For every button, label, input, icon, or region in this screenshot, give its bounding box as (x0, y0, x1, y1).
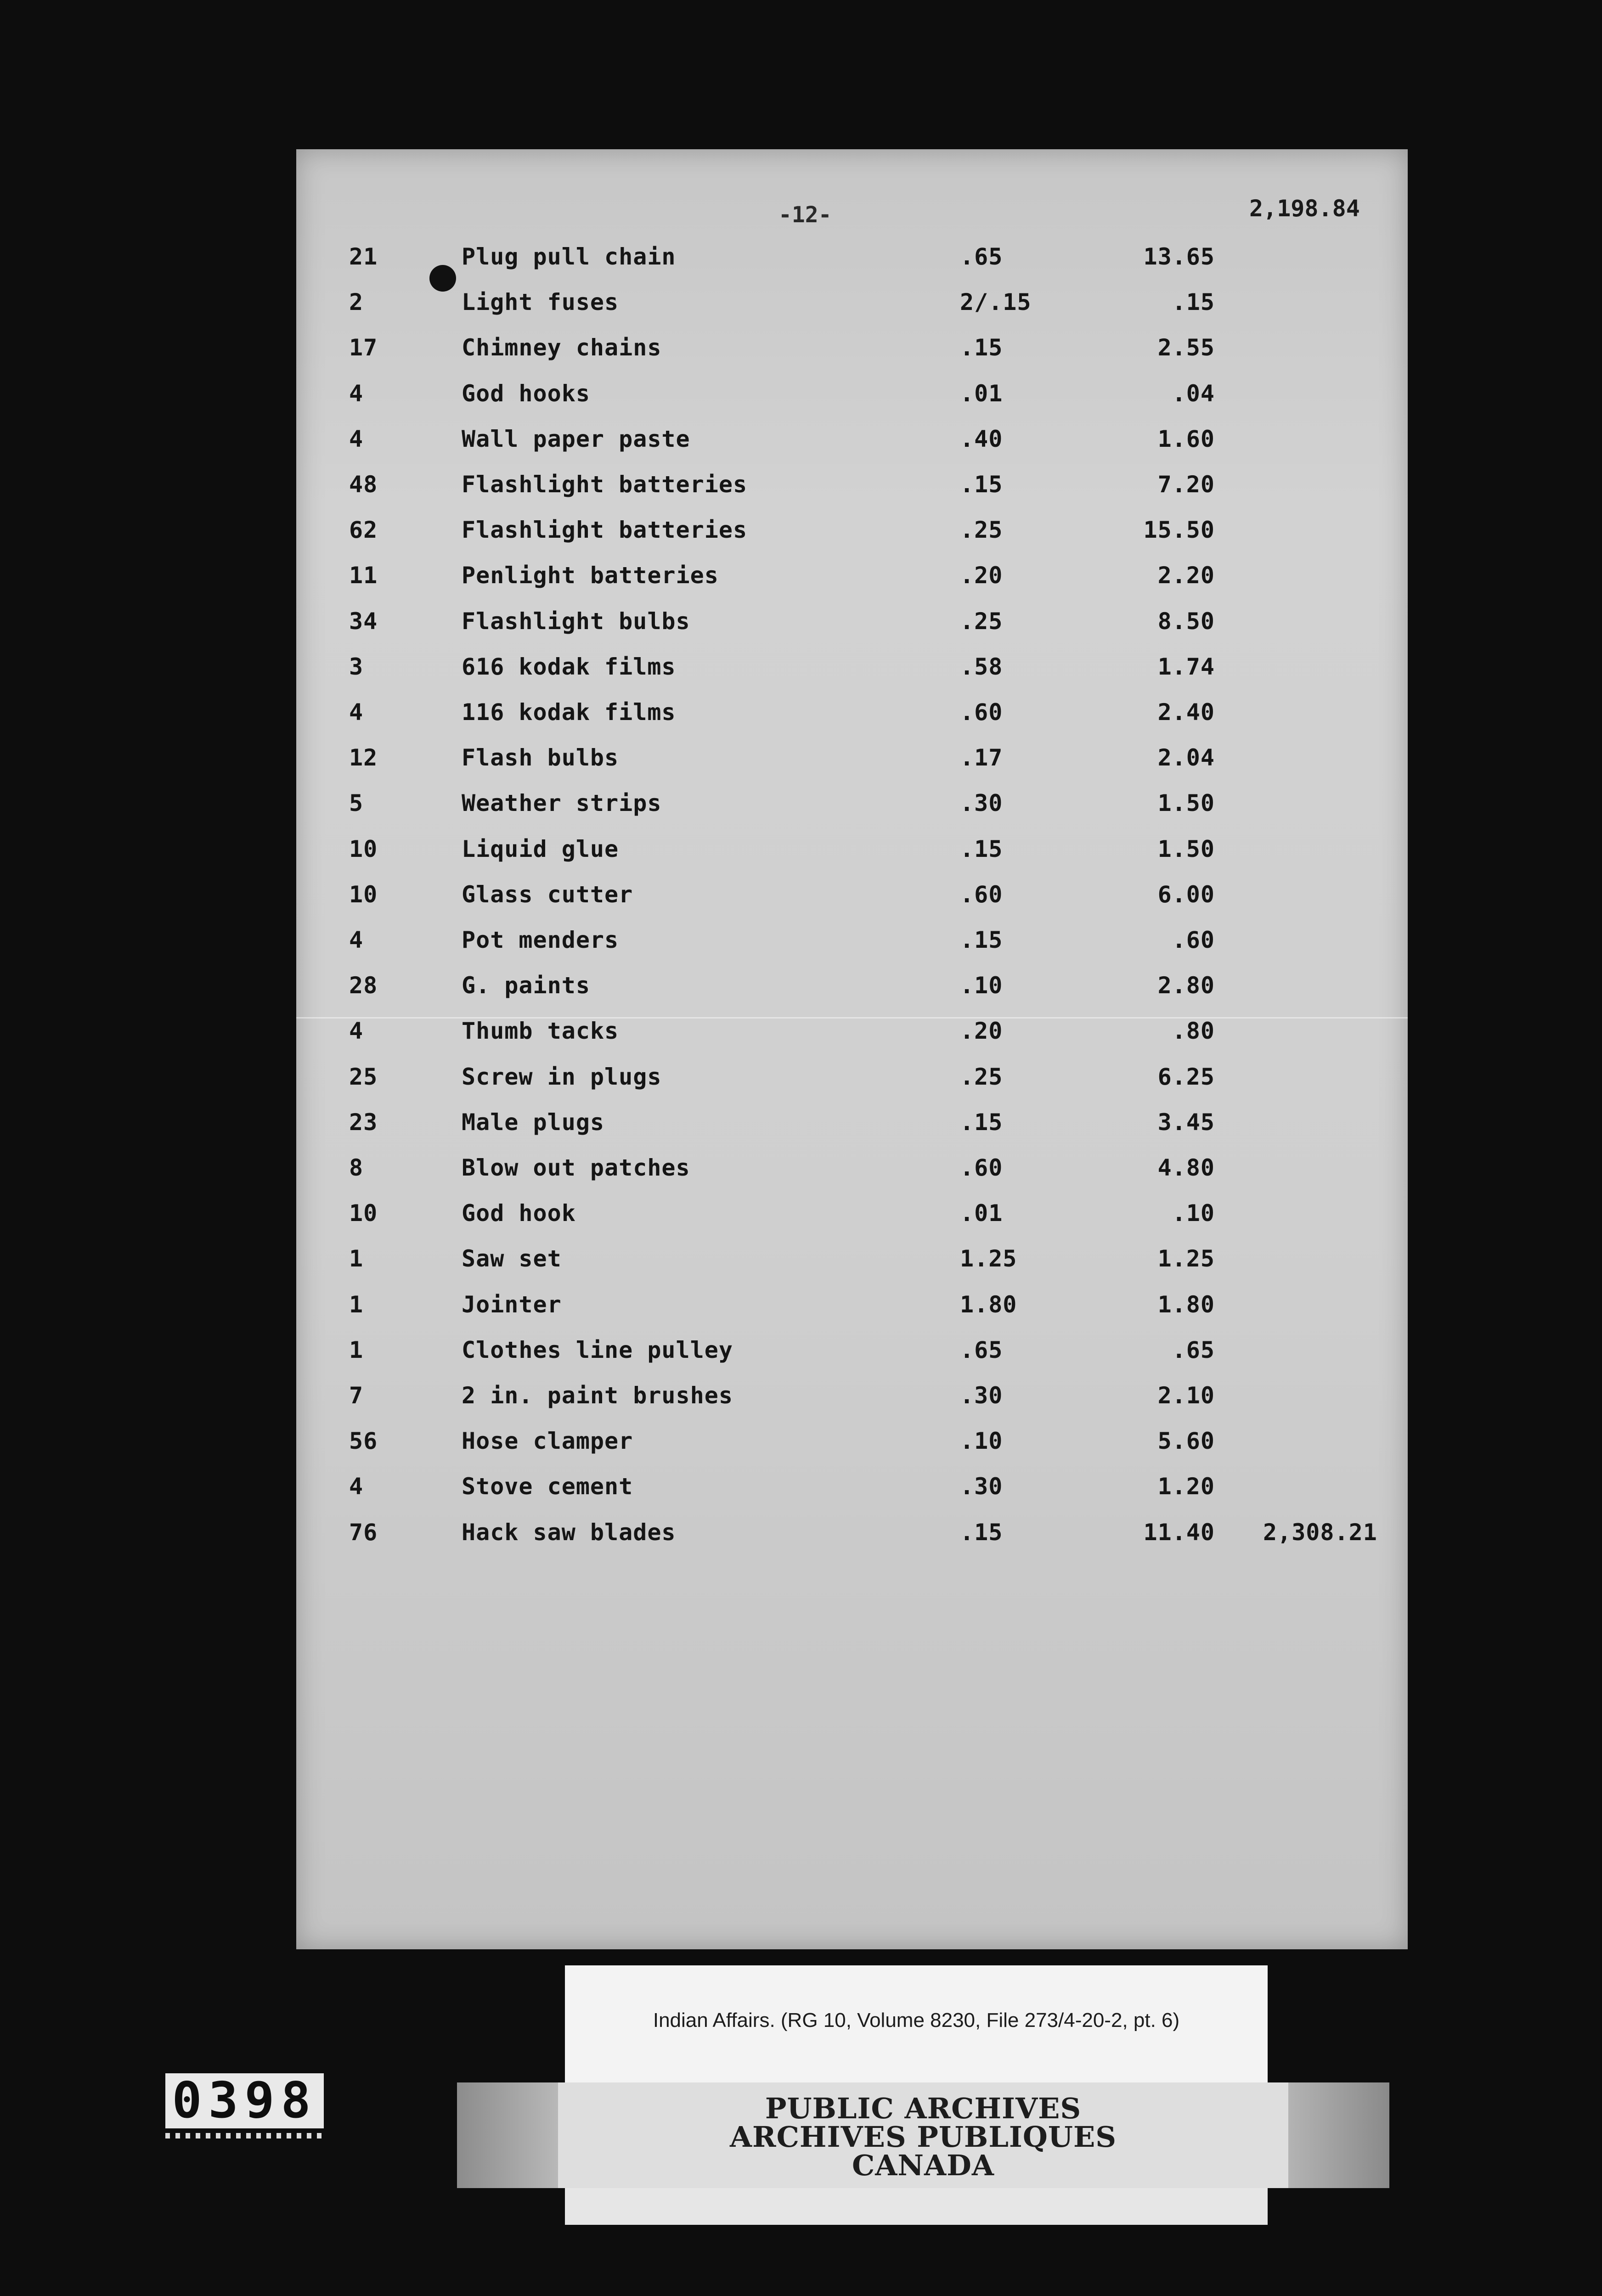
line-item-description: G. paints (462, 972, 590, 999)
line-item-description: Light fuses (462, 289, 619, 315)
line-item-total: 2.40 (1157, 699, 1215, 726)
line-item-description: Stove cement (462, 1473, 633, 1500)
stamp-base-strip (565, 2188, 1268, 2225)
line-item-row (296, 1337, 1408, 1369)
line-item-quantity: 21 (349, 243, 378, 270)
line-item-row (296, 334, 1408, 366)
line-item-row (296, 1064, 1408, 1096)
line-item-description: Hose clamper (462, 1428, 633, 1454)
line-item-description: 616 kodak films (462, 653, 676, 680)
line-item-description: God hook (462, 1200, 576, 1227)
line-item-row (296, 471, 1408, 503)
line-item-grand-total: 2,308.21 (1263, 1519, 1377, 1546)
stamp-line-country: CANADA (852, 2149, 995, 2182)
line-item-row (296, 1200, 1408, 1232)
line-item-description: Clothes line pulley (462, 1337, 733, 1363)
line-item-quantity: 62 (349, 517, 378, 543)
line-item-quantity: 5 (349, 790, 364, 816)
line-item-unit-price: 1.25 (960, 1245, 1017, 1272)
line-item-row (296, 1245, 1408, 1277)
line-item-total: 2.20 (1157, 562, 1215, 589)
line-item-total: 2.80 (1157, 972, 1215, 999)
line-item-total: 2.10 (1157, 1382, 1215, 1409)
line-item-row (296, 1291, 1408, 1323)
document-page (296, 149, 1408, 1949)
line-item-unit-price: .65 (960, 243, 1003, 270)
line-item-row (296, 608, 1408, 640)
line-item-description: 2 in. paint brushes (462, 1382, 733, 1409)
line-item-description: Hack saw blades (462, 1519, 676, 1546)
line-item-total: 1.50 (1157, 836, 1215, 862)
stamp-line-french: ARCHIVES PUBLIQUES (729, 2120, 1117, 2154)
line-item-total: 1.25 (1157, 1245, 1215, 1272)
line-item-total: 2.55 (1157, 334, 1215, 361)
line-item-description: God hooks (462, 380, 590, 407)
line-item-description: Glass cutter (462, 881, 633, 908)
line-item-row (296, 790, 1408, 822)
line-item-row (296, 426, 1408, 458)
line-item-description: Thumb tacks (462, 1018, 619, 1044)
line-item-unit-price: .58 (960, 653, 1003, 680)
line-item-quantity: 23 (349, 1109, 378, 1136)
line-item-unit-price: .65 (960, 1337, 1003, 1363)
line-item-quantity: 17 (349, 334, 378, 361)
line-item-unit-price: .30 (960, 1473, 1003, 1500)
line-item-row (296, 1109, 1408, 1141)
line-item-total: 3.45 (1157, 1109, 1215, 1136)
line-item-quantity: 1 (349, 1337, 364, 1363)
line-item-total: .10 (1172, 1200, 1215, 1227)
line-item-description: Weather strips (462, 790, 662, 816)
line-item-description: Wall paper paste (462, 426, 690, 452)
line-item-quantity: 28 (349, 972, 378, 999)
line-item-total: 1.80 (1157, 1291, 1215, 1318)
line-item-total: .04 (1172, 380, 1215, 407)
line-item-unit-price: .15 (960, 334, 1003, 361)
line-item-total: .65 (1172, 1337, 1215, 1363)
line-item-unit-price: .01 (960, 380, 1003, 407)
line-item-description: Chimney chains (462, 334, 662, 361)
line-item-quantity: 1 (349, 1291, 364, 1318)
archive-reference-text: Indian Affairs. (RG 10, Volume 8230, File 273/4-20-2, pt. 6) (653, 2009, 1180, 2032)
line-item-total: 8.50 (1157, 608, 1215, 635)
line-item-quantity: 4 (349, 1473, 364, 1500)
line-item-quantity: 4 (349, 699, 364, 726)
line-item-description: Saw set (462, 1245, 562, 1272)
line-item-quantity: 34 (349, 608, 378, 635)
line-item-row (296, 1473, 1408, 1505)
line-item-row (296, 881, 1408, 913)
line-item-quantity: 56 (349, 1428, 378, 1454)
line-item-row (296, 927, 1408, 959)
line-item-unit-price: .10 (960, 1428, 1003, 1454)
line-item-total: 1.20 (1157, 1473, 1215, 1500)
line-item-quantity: 12 (349, 744, 378, 771)
line-item-row (296, 972, 1408, 1004)
line-item-total: 1.74 (1157, 653, 1215, 680)
line-item-description: 116 kodak films (462, 699, 676, 726)
line-item-description: Flash bulbs (462, 744, 619, 771)
line-item-unit-price: .01 (960, 1200, 1003, 1227)
line-item-description: Penlight batteries (462, 562, 719, 589)
line-item-unit-price: .60 (960, 1154, 1003, 1181)
line-item-row (296, 653, 1408, 686)
archive-reference-card (565, 1965, 1268, 2089)
line-item-unit-price: .15 (960, 1519, 1003, 1546)
line-item-unit-price: 2/.15 (960, 289, 1032, 315)
line-item-unit-price: .15 (960, 927, 1003, 953)
line-item-quantity: 3 (349, 653, 364, 680)
line-item-description: Flashlight batteries (462, 471, 748, 498)
line-item-unit-price: .30 (960, 790, 1003, 816)
line-item-row (296, 1018, 1408, 1050)
page-number: -12- (778, 202, 832, 228)
line-item-row (296, 562, 1408, 594)
line-item-row (296, 289, 1408, 321)
line-item-quantity: 1 (349, 1245, 364, 1272)
line-item-total: 7.20 (1157, 471, 1215, 498)
line-item-quantity: 8 (349, 1154, 364, 1181)
archive-stamp-strip (457, 2082, 1389, 2188)
stamp-line-english: PUBLIC ARCHIVES (765, 2092, 1082, 2125)
line-item-unit-price: .20 (960, 562, 1003, 589)
line-item-row (296, 517, 1408, 549)
line-item-row (296, 1382, 1408, 1414)
line-item-total: .60 (1172, 927, 1215, 953)
line-item-quantity: 10 (349, 881, 378, 908)
line-item-total: 2.04 (1157, 744, 1215, 771)
line-item-total: 5.60 (1157, 1428, 1215, 1454)
line-item-total: .15 (1172, 289, 1215, 315)
line-item-quantity: 10 (349, 1200, 378, 1227)
line-item-quantity: 2 (349, 289, 364, 315)
line-item-row (296, 744, 1408, 777)
line-item-quantity: 4 (349, 1018, 364, 1044)
line-item-description: Plug pull chain (462, 243, 676, 270)
line-item-total: 6.25 (1157, 1064, 1215, 1090)
line-item-row (296, 1519, 1408, 1551)
line-item-row (296, 1428, 1408, 1460)
line-item-row (296, 836, 1408, 868)
line-item-unit-price: .25 (960, 1064, 1003, 1090)
frame-counter-ticks (165, 2133, 324, 2138)
line-item-quantity: 10 (349, 836, 378, 862)
line-item-total: 11.40 (1143, 1519, 1215, 1546)
line-item-description: Flashlight bulbs (462, 608, 690, 635)
line-item-quantity: 4 (349, 380, 364, 407)
line-item-description: Pot menders (462, 927, 619, 953)
line-item-unit-price: .15 (960, 836, 1003, 862)
line-item-unit-price: .10 (960, 972, 1003, 999)
line-item-unit-price: .15 (960, 1109, 1003, 1136)
archive-stamp (558, 2082, 1288, 2188)
line-item-quantity: 4 (349, 927, 364, 953)
line-item-row (296, 380, 1408, 412)
line-item-total: 1.60 (1157, 426, 1215, 452)
line-item-quantity: 11 (349, 562, 378, 589)
line-item-total: 13.65 (1143, 243, 1215, 270)
line-item-total: 15.50 (1143, 517, 1215, 543)
line-item-quantity: 25 (349, 1064, 378, 1090)
line-item-description: Liquid glue (462, 836, 619, 862)
line-item-unit-price: .60 (960, 881, 1003, 908)
line-item-total: 6.00 (1157, 881, 1215, 908)
line-item-unit-price: .25 (960, 608, 1003, 635)
line-item-total: 4.80 (1157, 1154, 1215, 1181)
line-item-description: Blow out patches (462, 1154, 690, 1181)
line-item-quantity: 48 (349, 471, 378, 498)
line-item-quantity: 76 (349, 1519, 378, 1546)
line-item-unit-price: .60 (960, 699, 1003, 726)
line-item-unit-price: .25 (960, 517, 1003, 543)
line-item-row (296, 699, 1408, 731)
line-item-unit-price: .30 (960, 1382, 1003, 1409)
line-item-unit-price: 1.80 (960, 1291, 1017, 1318)
line-item-description: Jointer (462, 1291, 562, 1318)
frame-counter: 0398 (165, 2073, 324, 2128)
line-item-row (296, 243, 1408, 276)
carried-forward-total: 2,198.84 (1249, 195, 1360, 222)
line-item-description: Screw in plugs (462, 1064, 662, 1090)
line-item-quantity: 4 (349, 426, 364, 452)
line-item-description: Male plugs (462, 1109, 605, 1136)
line-item-unit-price: .40 (960, 426, 1003, 452)
line-item-unit-price: .20 (960, 1018, 1003, 1044)
line-item-unit-price: .17 (960, 744, 1003, 771)
line-item-description: Flashlight batteries (462, 517, 748, 543)
line-item-quantity: 7 (349, 1382, 364, 1409)
line-item-unit-price: .15 (960, 471, 1003, 498)
line-item-total: 1.50 (1157, 790, 1215, 816)
line-item-total: .80 (1172, 1018, 1215, 1044)
line-item-row (296, 1154, 1408, 1187)
